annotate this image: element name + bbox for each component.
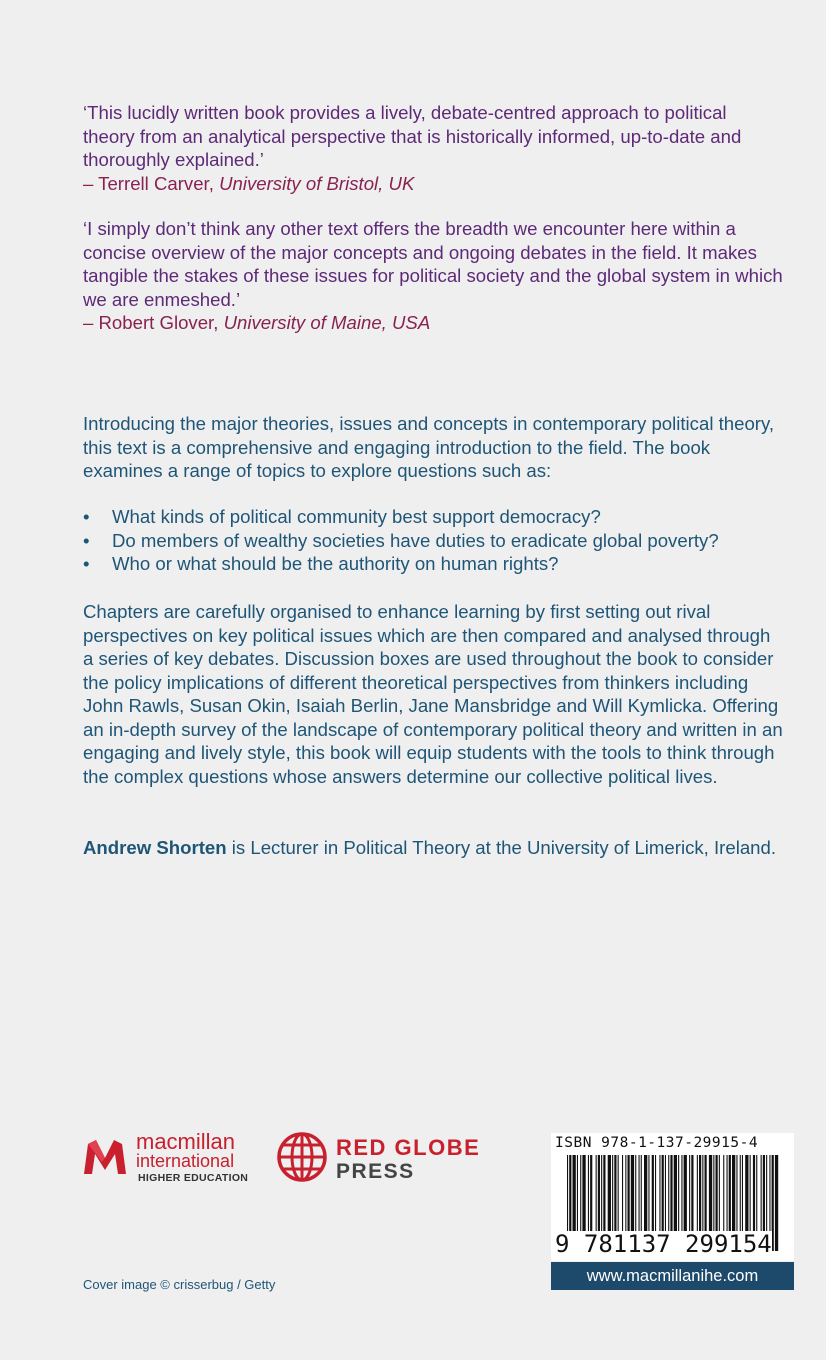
quote-author: – Robert Glover, — [83, 312, 224, 333]
barcode-bar — [775, 1155, 778, 1251]
quote-attribution — [83, 172, 783, 196]
bullet-icon: • — [83, 553, 90, 574]
quote-author: – Terrell Carver, — [83, 172, 220, 194]
quote-text: ‘I simply don’t think any other text offers the breadth we encounter here within a concise overview of the major concepts and ongoing debates in the field. It makes tangible the stakes of these issues for political society and the global system in which we are enmeshed.’ — [83, 218, 783, 310]
bullet-icon: • — [83, 506, 90, 527]
author-name: Andrew Shorten — [83, 837, 227, 858]
question-text: Who or what should be the authority on human rights? — [112, 553, 559, 574]
website-url: www.macmillanihe.com — [551, 1262, 794, 1290]
globe-icon — [276, 1131, 328, 1183]
author-bio-text: is Lecturer in Political Theory at the University of Limerick, Ireland. — [226, 837, 777, 858]
chapters-text: Chapters are carefully organised to enhance learning by first setting out rival perspectives on key political issues which are then compared and analysed through a series of key debates. Discussion boxes are used throughout the book to consider the policy implications of different theoretical perspectives from thinkers including John Rawls, Susan Okin, Isaiah Berlin, Jane Mansbridge and Will Kymlicka. Offering an in-depth survey of the landscape of contemporary political theory and written in an engaging and lively style, this book will equip students with the tools to think through the complex questions whose answers determine our collective political lives. — [83, 601, 783, 787]
quote-block-2 — [83, 217, 783, 335]
macmillan-international: international — [136, 1151, 235, 1171]
red-globe-wordmark: RED GLOBE — [336, 1135, 481, 1160]
quote-block-1 — [83, 101, 783, 195]
list-item — [83, 529, 783, 553]
macmillan-logo — [82, 1129, 252, 1184]
macmillan-subtitle: HIGHER EDUCATION — [138, 1172, 249, 1184]
quote-attribution — [83, 311, 783, 335]
question-text: Do members of wealthy societies have duties to eradicate global poverty? — [112, 529, 719, 551]
quote-affiliation: University of Bristol, UK — [219, 172, 415, 194]
cover-credit: Cover image © crisserbug / Getty — [83, 1277, 276, 1292]
macmillan-wordmark: macmillan — [136, 1129, 236, 1154]
bullet-icon: • — [83, 529, 90, 551]
author-bio — [83, 836, 783, 860]
barcode-bar — [772, 1155, 774, 1251]
barcode — [551, 1133, 794, 1261]
intro-paragraph: Introducing the major theories, issues and concepts in contemporary political theory, this text is a comprehensive and engaging introduction to the field. The book examines a range of topics to explore questions such as: — [83, 413, 775, 481]
description-intro — [83, 412, 783, 483]
question-text: What kinds of political community best support democracy? — [112, 506, 601, 527]
macmillan-m-icon — [82, 1136, 128, 1176]
chapters-paragraph — [83, 600, 783, 788]
question-list — [83, 505, 783, 576]
press-wordmark: PRESS — [336, 1160, 415, 1183]
list-item — [83, 552, 783, 576]
list-item — [83, 505, 783, 529]
isbn-label: ISBN 978-1-137-29915-4 — [555, 1135, 759, 1151]
red-globe-press-logo — [276, 1131, 481, 1187]
quote-affiliation: University of Maine, USA — [223, 312, 431, 333]
barcode-digits: 9 781137 299154 — [555, 1230, 772, 1258]
quote-text: ‘This lucidly written book provides a lively, debate-centred approach to political theory from an analytical perspective that is historically informed, up-to-date and thoroughly explained.’ — [83, 102, 742, 170]
